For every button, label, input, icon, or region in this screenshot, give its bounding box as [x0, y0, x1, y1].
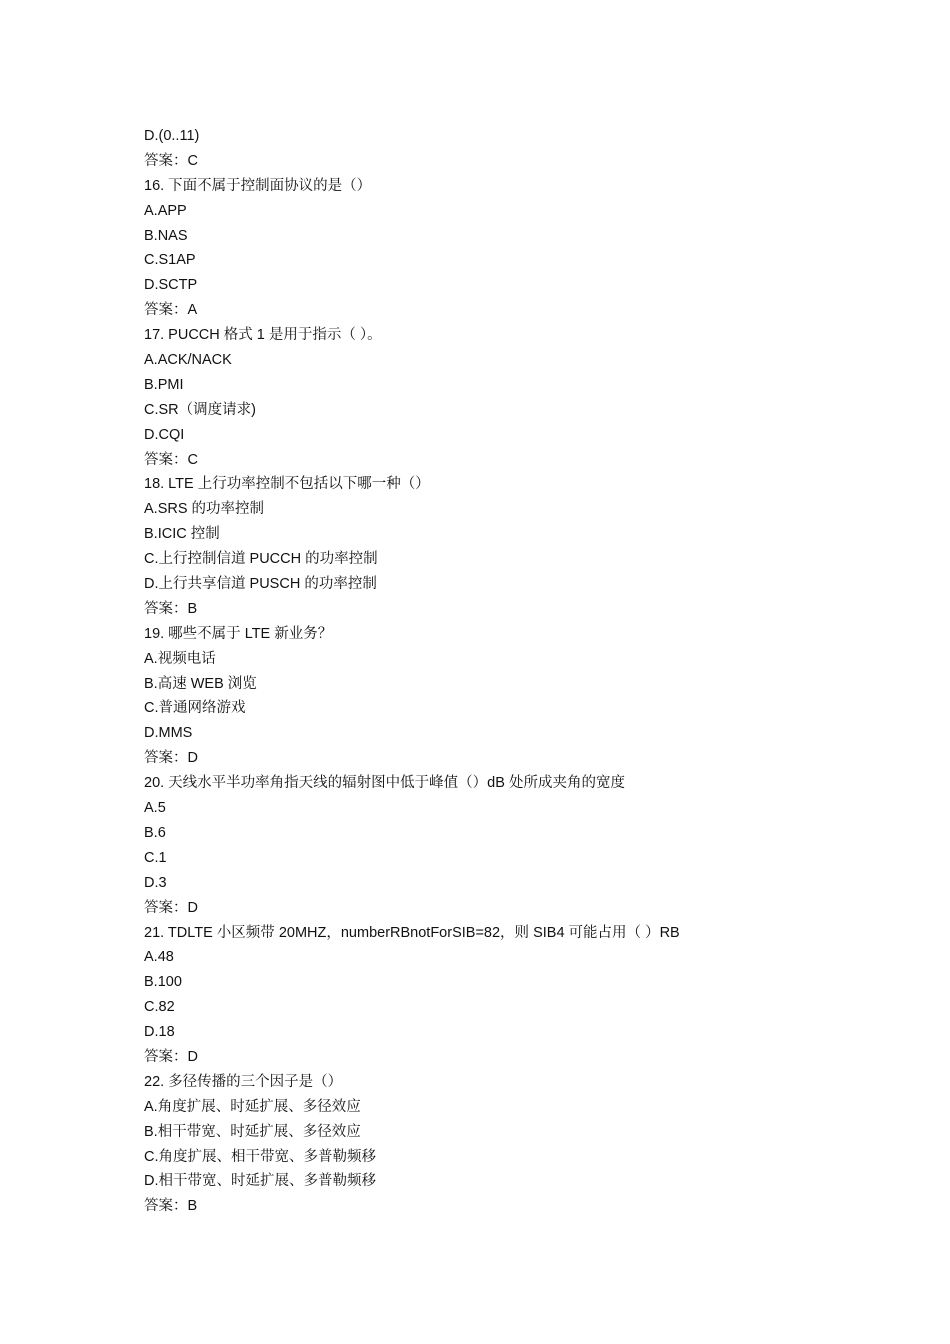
question-line: 16. 下面不属于控制面协议的是（） [144, 177, 372, 194]
option-line: A.5 [144, 800, 166, 817]
answer-line: 答案：C [144, 451, 198, 468]
option-line: A.48 [144, 949, 174, 966]
answer-line: 答案：B [144, 1198, 198, 1215]
question-line: 17. PUCCH 格式 1 是用于指示（ ）。 [144, 327, 382, 344]
option-line: C.SR（调度请求) [144, 401, 256, 418]
question-line: 19. 哪些不属于 LTE 新业务？ [144, 625, 333, 642]
option-line: D.3 [144, 874, 167, 891]
option-line: D.(0..11) [144, 128, 200, 144]
option-line: C.S1AP [144, 252, 196, 269]
answer-line: 答案：A [144, 302, 198, 319]
option-line: B.NAS [144, 227, 188, 244]
option-line: A.ACK/NACK [144, 352, 232, 369]
option-line: B.100 [144, 974, 182, 991]
option-line: A.SRS 的功率控制 [144, 501, 265, 518]
document-body [144, 124, 844, 1219]
option-line: B.相干带宽、时延扩展、多径效应 [144, 1123, 361, 1140]
answer-line: 答案：D [144, 899, 198, 916]
option-line: A.角度扩展、时延扩展、多径效应 [144, 1098, 361, 1115]
option-line: C.普通网络游戏 [144, 700, 246, 717]
option-line: C.上行控制信道 PUCCH 的功率控制 [144, 551, 378, 568]
answer-line: 答案：C [144, 152, 198, 169]
answer-line: 答案：B [144, 600, 198, 617]
option-line: D.MMS [144, 725, 193, 742]
option-line: D.SCTP [144, 277, 198, 294]
option-line: C.1 [144, 849, 167, 866]
answer-line: 答案：D [144, 750, 198, 767]
option-line: B.ICIC 控制 [144, 526, 220, 543]
answer-line: 答案：D [144, 1048, 198, 1065]
question-line: 18. LTE 上行功率控制不包括以下哪一种（） [144, 476, 430, 493]
option-line: D.18 [144, 1024, 175, 1041]
question-line: 21. TDLTE 小区频带 20MHZ，numberRBnotForSIB=82，则 SIB4 可能占用（ ）RB [144, 924, 680, 941]
option-line: D.上行共享信道 PUSCH 的功率控制 [144, 576, 377, 593]
option-line: A.APP [144, 202, 187, 219]
option-line: B.6 [144, 824, 166, 841]
option-line: B.高速 WEB 浏览 [144, 675, 257, 692]
option-line: C.82 [144, 999, 175, 1016]
option-line: C.角度扩展、相干带宽、多普勒频移 [144, 1148, 376, 1165]
option-line: A.视频电话 [144, 650, 216, 667]
question-line: 20. 天线水平半功率角指天线的辐射图中低于峰值（）dB 处所成夹角的宽度 [144, 775, 625, 792]
option-line: D.相干带宽、时延扩展、多普勒频移 [144, 1173, 376, 1190]
option-line: B.PMI [144, 376, 184, 393]
question-line: 22. 多径传播的三个因子是（） [144, 1073, 343, 1090]
option-line: D.CQI [144, 426, 185, 443]
